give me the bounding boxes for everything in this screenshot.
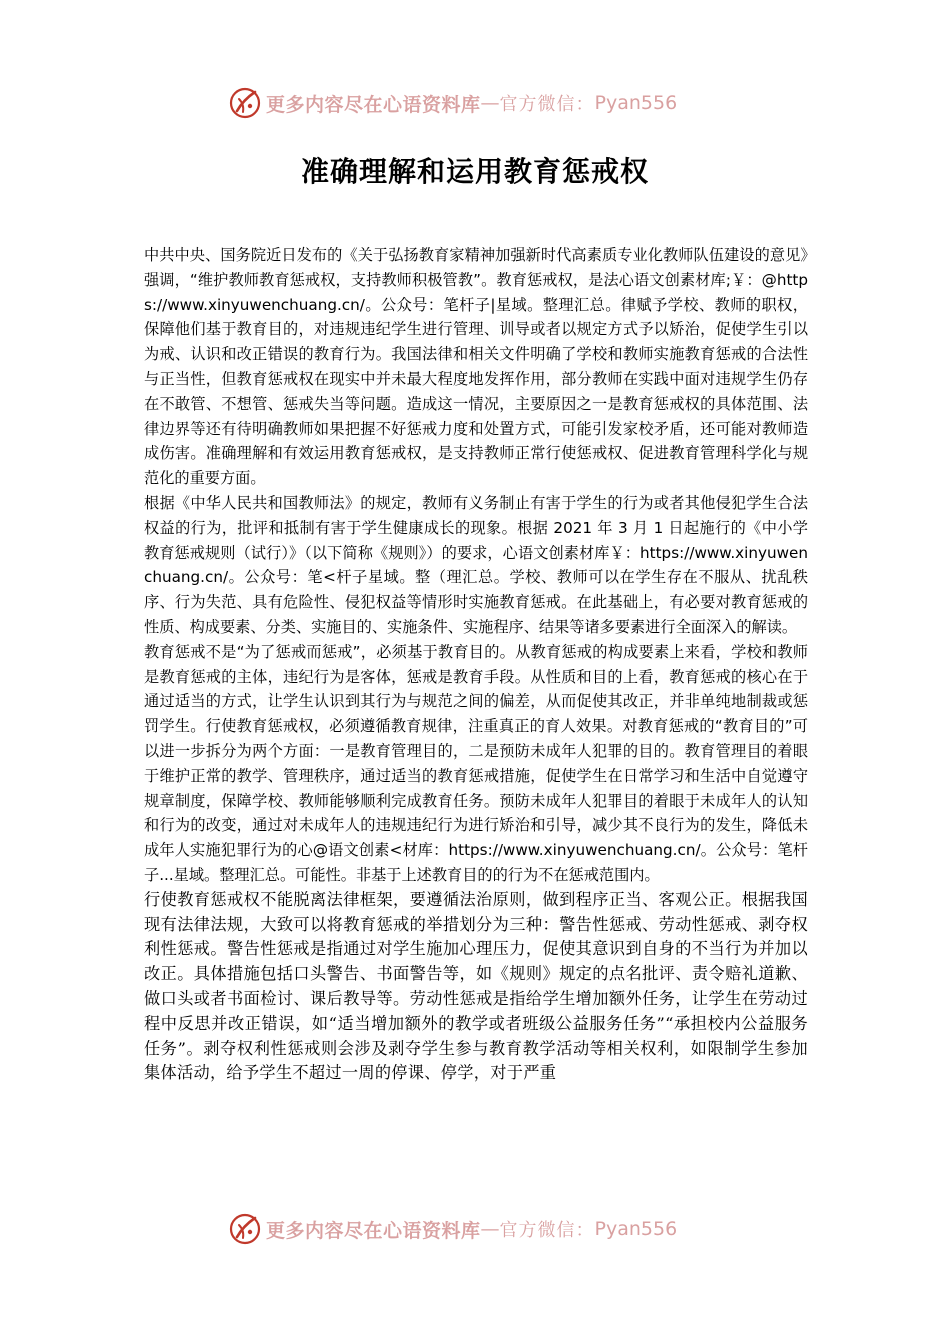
document-body xyxy=(144,243,808,1086)
header-banner xyxy=(228,86,728,120)
paragraph: 教育惩戒不是“为了惩戒而惩戒”，必须基于教育目的。从教育惩戒的构成要素上来看，学校和教师是教育惩戒的主体，违纪行为是客体，惩戒是教育手段。从性质和目的上看，教育惩戒的核心在于通过适当的方式，让学生认识到其行为与规范之间的偏差，从而促使其改正，并非单纯地制裁或惩罚学生。行使教育惩戒权，必须遵循教育规律，注重真正的育人效果。对教育惩戒的“教育目的”可以进一步拆分为两个方面：一是教育管理目的，二是预防未成年人犯罪的目的。教育管理目的着眼于维护正常的教学、管理秩序，通过适当的教育惩戒措施，促使学生在日常学习和生活中自觉遵守规章制度，保障学校、教师能够顺利完成教育任务。预防未成年人犯罪目的着眼于未成年人的认知和行为的改变，通过对未成年人的违规违纪行为进行矫治和引导，减少其不良行为的发生，降低未成年人实施犯罪行为的心@语文创素<材库：https://www.xinyuwenchuang.cn/。公众号：笔杆子...星域。整理汇总。可能性。非基于上述教育目的的行为不在惩戒范围内。 xyxy=(144,642,808,884)
brand-logo-icon xyxy=(228,1212,262,1246)
footer-banner xyxy=(228,1212,728,1246)
paragraph: 中共中央、国务院近日发布的《关于弘扬教育家精神加强新时代高素质专业化教师队伍建设的意见》强调，“维护教师教育惩戒权，支持教师积极管教”。教育惩戒权，是法心语文创素材库;￥：@https://www.xinyuwenchuang.cn/。公众号：笔杆子|星域。整理汇总。律赋予学校、教师的职权，保障他们基于教育目的，对违规违纪学生进行管理、训导或者以规定方式予以矫治，促使学生引以为戒、认识和改正错误的教育行为。我国法律和相关文件明确了学校和教师实施教育惩戒的合法性与正当性，但教育惩戒权在现实中并未最大程度地发挥作用，部分教师在实践中面对违规学生仍存在不敢管、不想管、惩戒失当等问题。造成这一情况，主要原因之一是教育惩戒权的具体范围、法律边界等还有待明确教师如果把握不好惩戒力度和处置方式，可能引发家校矛盾，还可能对教师造成伤害。准确理解和有效运用教育惩戒权，是支持教师正常行使惩戒权、促进教育管理科学化与规范化的重要方面。 xyxy=(144,246,808,488)
document-title: 准确理解和运用教育惩戒权 xyxy=(300,155,649,188)
banner-dash: — xyxy=(480,92,500,114)
paragraph: 行使教育惩戒权不能脱离法律框架，要遵循法治原则，做到程序正当、客观公正。根据我国现有法律法规，大致可以将教育惩戒的举措划分为三种：警告性惩戒、劳动性惩戒、剥夺权利性惩戒。警告性惩戒是指通过对学生施加心理压力，促使其意识到自身的不当行为并加以改正。具体措施包括口头警告、书面警告等，如《规则》规定的点名批评、责令赔礼道歉、做口头或者书面检讨、课后教导等。劳动性惩戒是指给学生增加额外任务，让学生在劳动过程中反思并改正错误，如“适当增加额外的教学或者班级公益服务任务”“承担校内公益服务任务”。剥夺权利性惩戒则会涉及剥夺学生参与教育教学活动等相关权利，如限制学生参加集体活动，给予学生不超过一周的停课、停学，对于严重 xyxy=(144,889,808,1083)
banner-wechat-label: 官方微信： xyxy=(499,1220,595,1241)
paragraph: 根据《中华人民共和国教师法》的规定，教师有义务制止有害于学生的行为或者其他侵犯学生合法权益的行为，批评和抵制有害于学生健康成长的现象。根据 2021 年 3 月 1 日起施行的《中小学教育惩戒规则（试行）》（以下简称《规则》）的要求，心语文创素材库￥：https://www.xinyuwenchuang.cn/。公众号：笔<杆子星域。整（理汇总。学校、教师可以在学生存在不服从、扰乱秩序、行为失范、具有危险性、侵犯权益等情形时实施教育惩戒。在此基础上，有必要对教育惩戒的性质、构成要素、分类、实施目的、实施条件、实施程序、结果等诸多要素进行全面深入的解读。 xyxy=(144,493,808,636)
banner-wechat-id: Pyan556 xyxy=(594,92,678,114)
banner-wechat-label: 官方微信： xyxy=(499,94,595,115)
brand-logo-icon xyxy=(228,86,262,120)
banner-dash: — xyxy=(480,1218,500,1240)
banner-main-text: 更多内容尽在心语资料库 xyxy=(266,1219,481,1242)
banner-main-text: 更多内容尽在心语资料库 xyxy=(266,93,481,116)
banner-wechat-id: Pyan556 xyxy=(594,1218,678,1240)
